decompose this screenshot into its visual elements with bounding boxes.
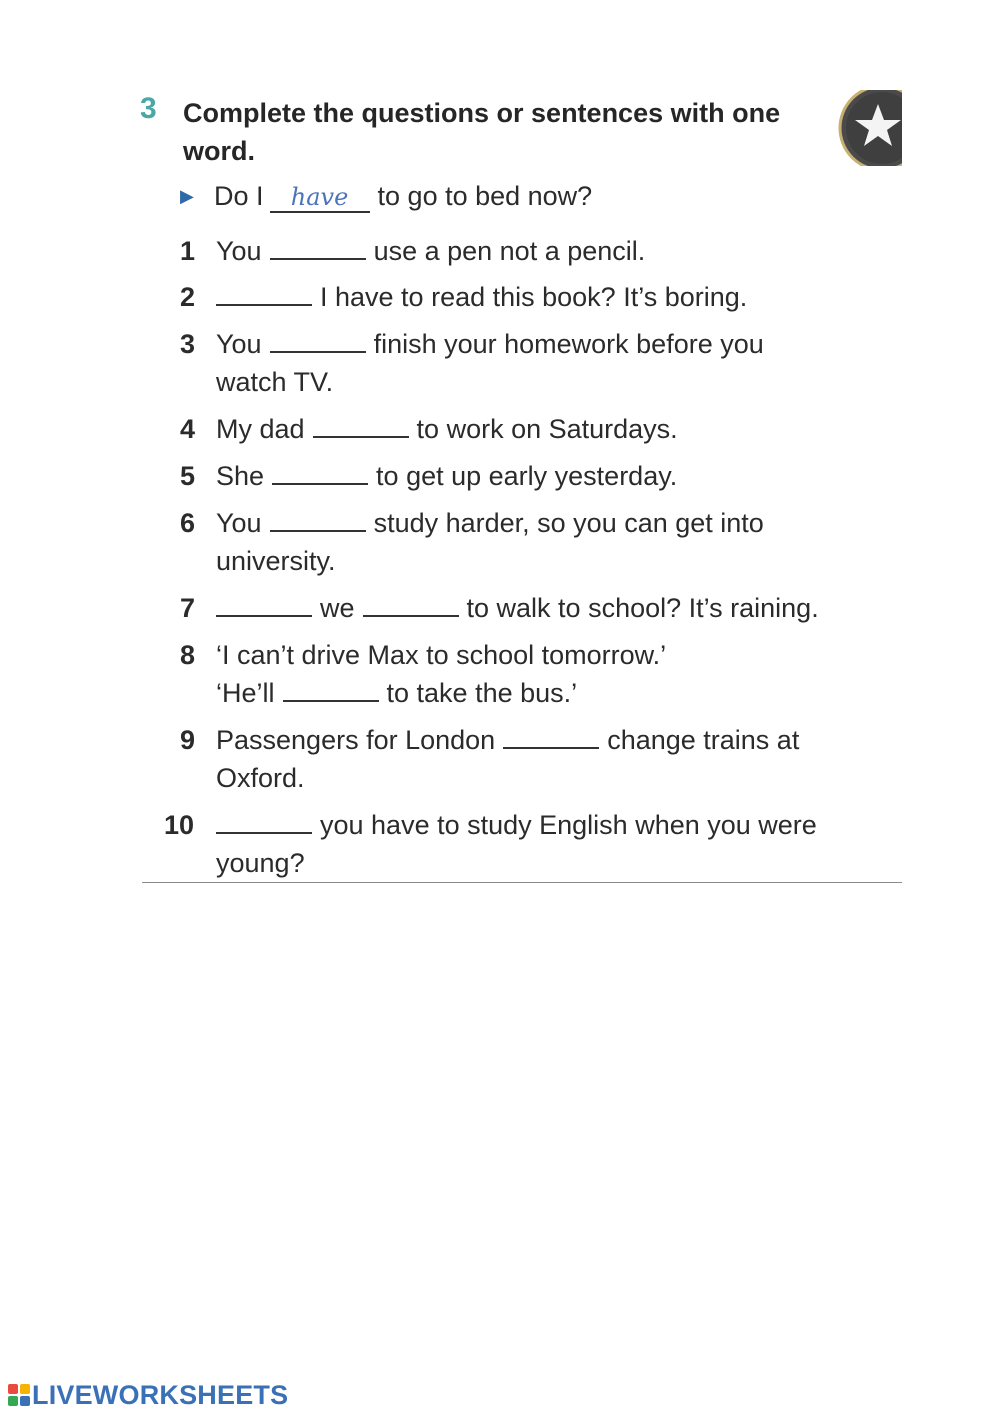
- question-text: university.: [216, 546, 336, 576]
- answer-blank[interactable]: [503, 727, 599, 749]
- question-number: 1: [180, 236, 196, 266]
- answer-blank[interactable]: [283, 680, 379, 702]
- question-text: use a pen not a pencil.: [373, 236, 646, 266]
- question-text: young?: [216, 848, 305, 878]
- example-sentence: [180, 178, 592, 214]
- question-text: ‘I can’t drive Max to school tomorrow.’: [216, 640, 667, 670]
- answer-blank[interactable]: [313, 416, 409, 438]
- question-text: I have to read this book? It’s boring.: [320, 282, 748, 312]
- question-number: 2: [180, 282, 196, 312]
- question-text: Passengers for London: [216, 725, 496, 755]
- star-icon: [838, 90, 902, 166]
- question-text: She: [216, 461, 265, 491]
- question-number: 9: [180, 725, 196, 755]
- question-text: to work on Saturdays.: [416, 414, 678, 444]
- question-text: to walk to school? It’s raining.: [466, 593, 819, 623]
- answer-blank[interactable]: [216, 595, 312, 617]
- answer-blank[interactable]: [216, 812, 312, 834]
- question-text: we: [320, 593, 355, 623]
- exercise-number: 3: [140, 92, 157, 125]
- question-text: You: [216, 236, 262, 266]
- question-text: You: [216, 329, 262, 359]
- answer-blank[interactable]: [270, 331, 366, 353]
- arrow-right-icon: ▶: [180, 186, 194, 206]
- question-number: 7: [180, 593, 196, 623]
- question-text: You: [216, 508, 262, 538]
- question-text: finish your homework before you: [373, 329, 764, 359]
- divider: [142, 882, 902, 883]
- question-text: My dad: [216, 414, 305, 444]
- answer-blank[interactable]: [270, 510, 366, 532]
- question-text: change trains at: [607, 725, 800, 755]
- answer-blank[interactable]: [272, 463, 368, 485]
- instruction: Complete the questions or sentences with one word.: [183, 98, 781, 166]
- question-text: watch TV.: [216, 367, 334, 397]
- example-text-after: to go to bed now?: [377, 181, 593, 211]
- question-number: 6: [180, 508, 196, 538]
- question-number: 8: [180, 640, 196, 670]
- logo-text: LIVEWORKSHEETS: [32, 1380, 289, 1410]
- answer-blank[interactable]: [270, 238, 366, 260]
- question-number: 5: [180, 461, 196, 491]
- liveworksheets-logo-icon: [8, 1384, 30, 1406]
- answer-blank[interactable]: [363, 595, 459, 617]
- question-text: ‘He’ll: [216, 678, 275, 708]
- question-text: to get up early yesterday.: [376, 461, 678, 491]
- question-number: 3: [180, 329, 196, 359]
- exercise-3: [140, 88, 902, 888]
- question-text: study harder, so you can get into: [373, 508, 764, 538]
- question-number: 4: [180, 414, 196, 444]
- example-answer: [270, 182, 370, 213]
- question-text: you have to study English when you were: [320, 810, 817, 840]
- question-text: Oxford.: [216, 763, 305, 793]
- example-text-before: Do I: [214, 181, 264, 211]
- question-number: 10: [164, 810, 195, 840]
- answer-blank[interactable]: [216, 284, 312, 306]
- question-text: to take the bus.’: [386, 678, 578, 708]
- example-answer-text: have: [290, 183, 349, 211]
